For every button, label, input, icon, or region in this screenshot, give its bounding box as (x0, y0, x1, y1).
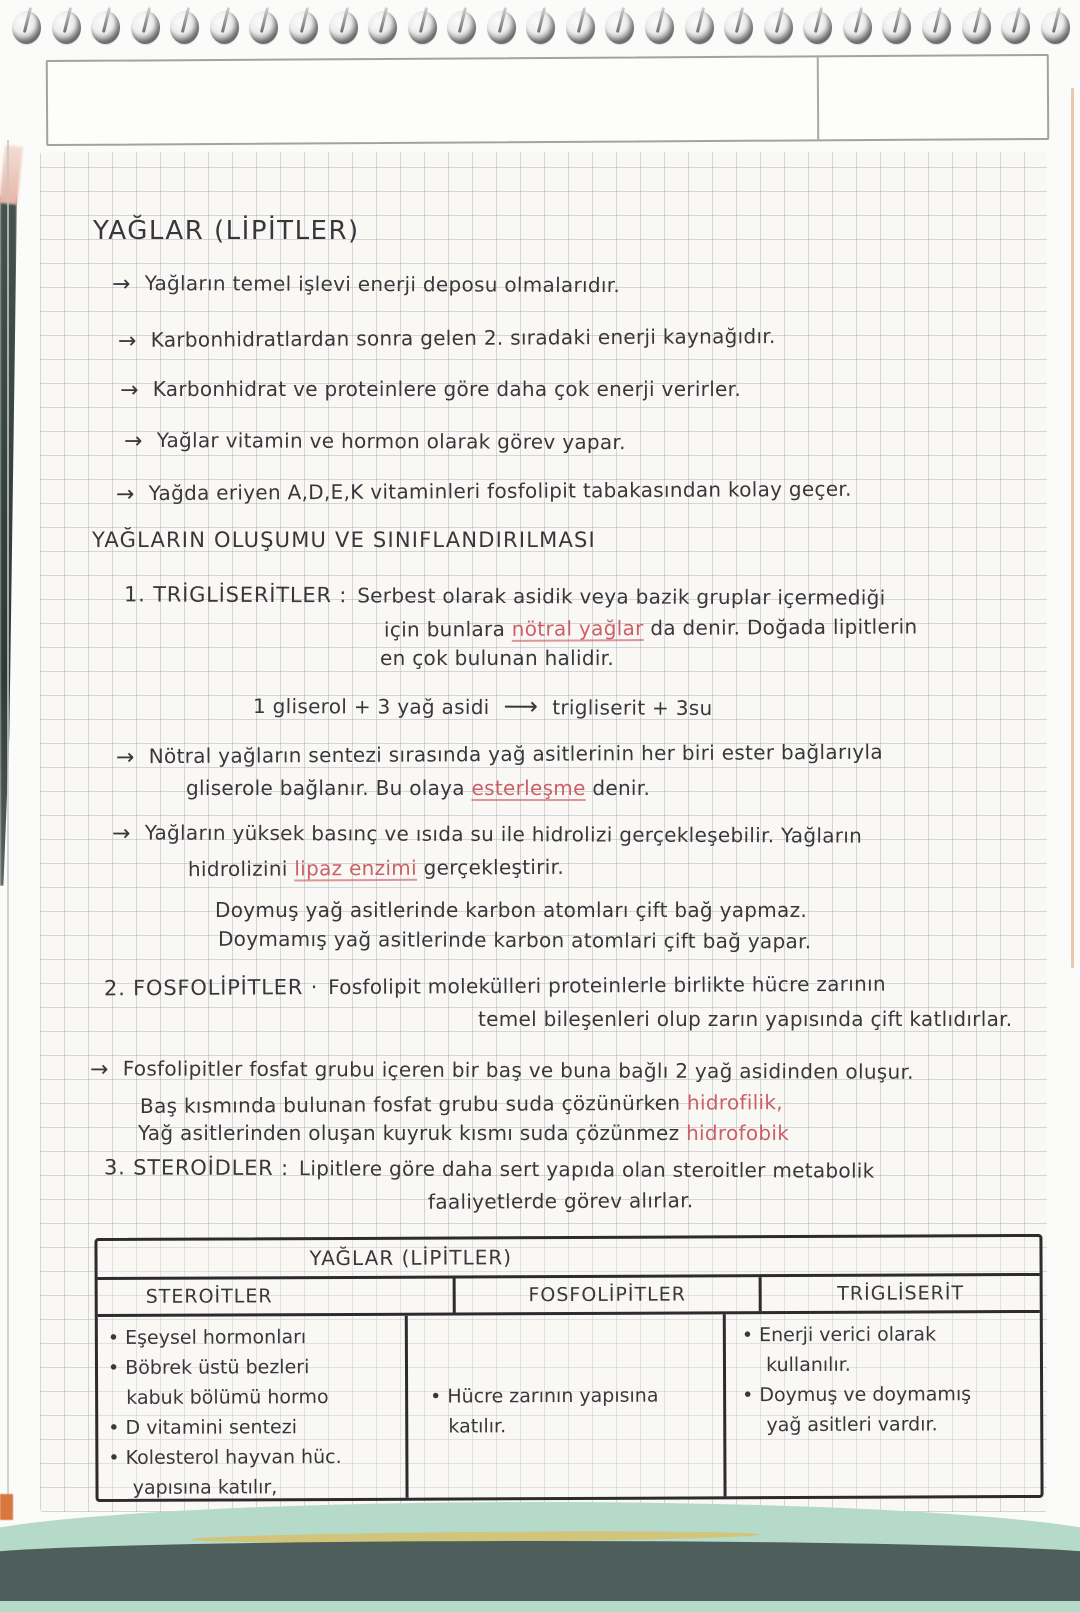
arrow-icon: → (115, 482, 135, 508)
table-cell-fosfolipitler: • Hücre zarının yapısına katılır. (408, 1314, 727, 1497)
hydrolysis-note-line2 (188, 855, 564, 881)
table-column-steroitler: STEROİTLER (98, 1278, 456, 1314)
note-line (118, 324, 776, 354)
page-title: YAĞLAR (LİPİTLER) (93, 216, 360, 246)
fosfolipit-note-line2 (140, 1090, 783, 1118)
note-text: Baş kısmında bulunan fosfat grubu suda çözünürken (139, 1090, 688, 1118)
table-title: YAĞLAR (LİPİTLER) (97, 1237, 1039, 1280)
ester-note-line1 (116, 740, 883, 771)
arrow-icon: → (117, 328, 137, 355)
hydrolysis-note-line1 (112, 820, 862, 850)
note-line (112, 271, 620, 300)
note-text: Yağların yüksek basınç ve ısıda su ile hidrolizi gerçekleşebilir. Yağların (144, 820, 863, 848)
highlighted-term-hidrofobik: hidrofobik (686, 1121, 790, 1145)
fosfolipit-definition (104, 972, 886, 1002)
highlighted-term-notral-yaglar: nötral yağlar (511, 616, 644, 641)
reaction-arrow-icon: ⟶ (503, 692, 539, 721)
table-cell-steroitler: • Eşeysel hormonları • Böbrek üstü bezleri kabuk bölümü hormo • D vitamini sentezi • Kolesterol hayvan hüc. yapısına katılır, (98, 1316, 409, 1499)
formula-left: 1 gliserol + 3 yağ asidi (252, 693, 490, 720)
table-column-fosfolipitler: FOSFOLİPİTLER (456, 1277, 762, 1312)
note-text: Yağlar vitamin ve hormon olarak görev yapar. (156, 428, 626, 455)
trigliserit-definition-line2 (384, 614, 918, 641)
steroid-definition (104, 1155, 875, 1184)
definition-text: Serbest olarak asidik veya bazik gruplar içermediği (357, 583, 886, 610)
note-text: Yağda eriyen A,D,E,K vitaminleri fosfolipit tabakasından kolay geçer. (148, 476, 852, 506)
desk-dark-band (0, 1541, 1080, 1601)
note-line (120, 377, 741, 403)
note-text: Fosfolipitler fosfat grubu içeren bir baş ve buna bağlı 2 yağ asidinden oluşur. (122, 1056, 914, 1084)
note-line (116, 477, 852, 508)
highlighted-term-esterlesme: esterleşme (471, 776, 586, 800)
trigliserit-formula (253, 691, 713, 722)
definition-text: için bunlara (383, 616, 512, 642)
table-header-row (98, 1276, 1040, 1317)
trigliserit-definition-line3: en çok bulunan halidir. (380, 646, 615, 670)
item-number-label: 2. FOSFOLİPİTLER · (103, 975, 319, 1001)
definition-text: Lipitlere göre daha sert yapıda olan steroitler metabolik (298, 1156, 875, 1183)
note-text: denir. (585, 776, 651, 800)
table-body-row (98, 1313, 1041, 1499)
fosfolipit-note-line3 (138, 1121, 789, 1145)
fosfolipit-note-line1 (90, 1056, 914, 1086)
trigliserit-definition (124, 582, 886, 611)
note-text: gerçekleştirir. (416, 854, 565, 880)
ester-note-line2 (186, 776, 650, 800)
note-text: gliserole bağlanır. Bu olaya (186, 776, 472, 800)
arrow-icon: → (111, 271, 131, 297)
note-text: Nötral yağların sentezi sırasında yağ asitlerinin her biri ester bağlarıyla (148, 739, 883, 769)
note-line (124, 428, 626, 457)
table-cell-trigliserit: • Enerji verici olarak kullanılır. • Doymuş ve doymamış yağ asitleri vardır. (741, 1323, 972, 1437)
section-heading: YAĞLARIN OLUŞUMU VE SINIFLANDIRILMASI (92, 528, 596, 552)
highlighted-term-hidrofilik: hidrofilik, (686, 1090, 783, 1115)
unsaturated-fat-note: Doymamış yağ asitlerinde karbon atomlari çift bağ yapar. (217, 926, 812, 954)
formula-right: trigliserit + 3su (552, 695, 713, 721)
table-column-trigliserit: TRİGLİSERİT (837, 1282, 965, 1305)
arrow-icon: → (111, 821, 131, 847)
note-text: Yağ asitlerinden oluşan kuyruk kısmı suda çözünmez (138, 1121, 687, 1145)
arrow-icon: → (115, 745, 135, 771)
summary-table (94, 1234, 1043, 1502)
note-text: hidrolizini (187, 856, 295, 882)
arrow-icon: → (89, 1057, 109, 1083)
arrow-icon: → (123, 428, 143, 454)
note-text: Yağların temel işlevi enerji deposu olmalarıdır. (144, 271, 621, 298)
note-text: Karbonhidrat ve proteinlere göre daha çok enerji verirler. (152, 377, 742, 401)
item-number-label: 3. STEROİDLER : (103, 1155, 289, 1181)
highlighted-term-lipaz-enzimi: lipaz enzimi (294, 855, 417, 881)
fosfolipit-definition-line2: temel bileşenleri olup zarın yapısında çift katlıdırlar. (478, 1007, 1013, 1031)
definition-text: Fosfolipit molekülleri proteinlerle birlikte hücre zarının (328, 971, 886, 1000)
arrow-icon: → (120, 378, 139, 403)
saturated-fat-note: Doymuş yağ asitlerinde karbon atomları çift bağ yapmaz. (215, 898, 808, 922)
note-text: Karbonhidratlardan sonra gelen 2. sıradaki enerji kaynağıdır. (150, 323, 776, 352)
item-number-label: 1. TRİGLİSERİTLER : (123, 582, 348, 608)
definition-text: da denir. Doğada lipitlerin (643, 614, 918, 641)
steroid-definition-line2: faaliyetlerde görev alırlar. (427, 1188, 694, 1214)
